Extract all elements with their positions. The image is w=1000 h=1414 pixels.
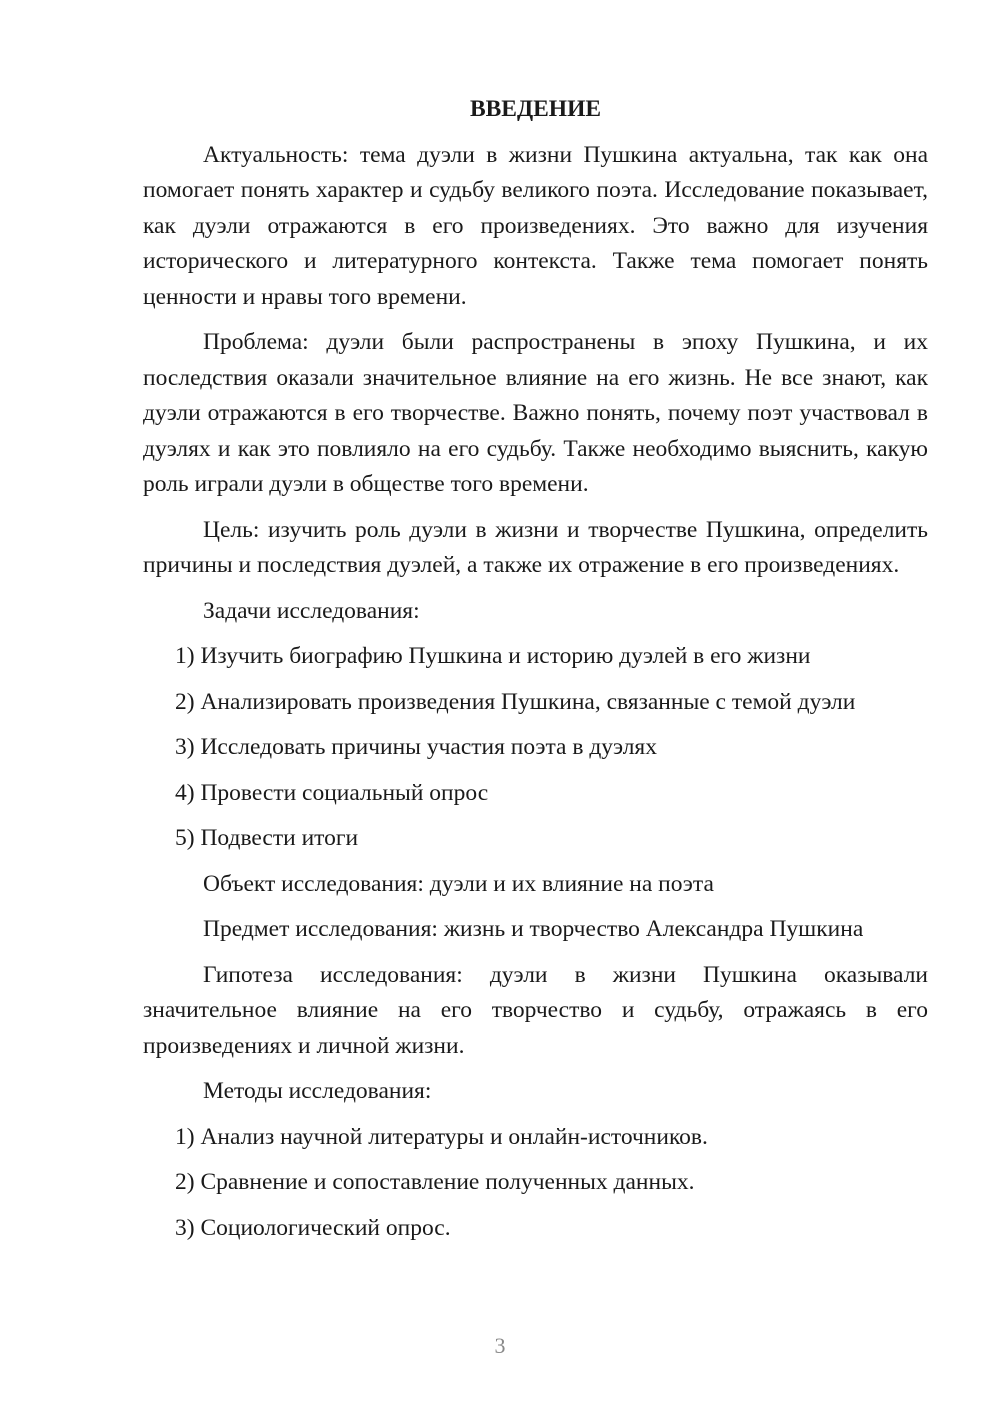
list-item: 1) Анализ научной литературы и онлайн-источников. bbox=[175, 1123, 708, 1150]
methods-label: Методы исследования: bbox=[203, 1078, 432, 1104]
list-item: 4) Провести социальный опрос bbox=[175, 779, 489, 806]
page-number: 3 bbox=[494, 1333, 506, 1358]
list-item: 5) Подвести итоги bbox=[175, 825, 359, 851]
methods-list bbox=[143, 1120, 928, 1247]
list-item: 2) Сравнение и сопоставление полученных данных. bbox=[175, 1169, 695, 1195]
problem-paragraph: Проблема: дуэли были распространены в эпоху Пушкина, и их последствия оказали значительное влияние на его жизнь. Не все знают, как дуэли отражаются в его творчестве. Важно понять, почему поэт участвовал в дуэлях и как это повлияло на его судьбу. Также необходимо выяснить, какую роль играли дуэли в обществе того времени. bbox=[143, 329, 928, 497]
section-heading: ВВЕДЕНИЕ bbox=[469, 96, 602, 122]
list-item: 3) Социологический опрос. bbox=[175, 1214, 451, 1241]
tasks-label: Задачи исследования: bbox=[203, 597, 420, 624]
relevance-paragraph: Актуальность: тема дуэли в жизни Пушкина актуальна, так как она помогает понять характер и судьбу великого поэта. Исследование показывает, как дуэли отражаются в его произведениях. Это важно для изучения исторического и литературного контекста. Также тема помогает понять ценности и нравы того времени. bbox=[143, 141, 928, 310]
object-line: Объект исследования: дуэли и их влияние на поэта bbox=[203, 870, 714, 897]
list-item: 3) Исследовать причины участия поэта в дуэлях bbox=[175, 734, 657, 760]
document-page bbox=[143, 92, 928, 1256]
goal-paragraph: Цель: изучить роль дуэли в жизни и творчестве Пушкина, определить причины и последствия дуэлей, а также их отражение в его произведениях. bbox=[143, 516, 928, 578]
subject-line: Предмет исследования: жизнь и творчество Александра Пушкина bbox=[203, 916, 864, 942]
tasks-list bbox=[143, 639, 928, 857]
hypothesis-paragraph: Гипотеза исследования: дуэли в жизни Пушкина оказывали значительное влияние на его творчество и судьбу, отражаясь в его произведениях и личной жизни. bbox=[143, 961, 928, 1059]
list-item: 2) Анализировать произведения Пушкина, связанные с темой дуэли bbox=[175, 688, 856, 715]
list-item: 1) Изучить биографию Пушкина и историю дуэлей в его жизни bbox=[175, 643, 811, 669]
